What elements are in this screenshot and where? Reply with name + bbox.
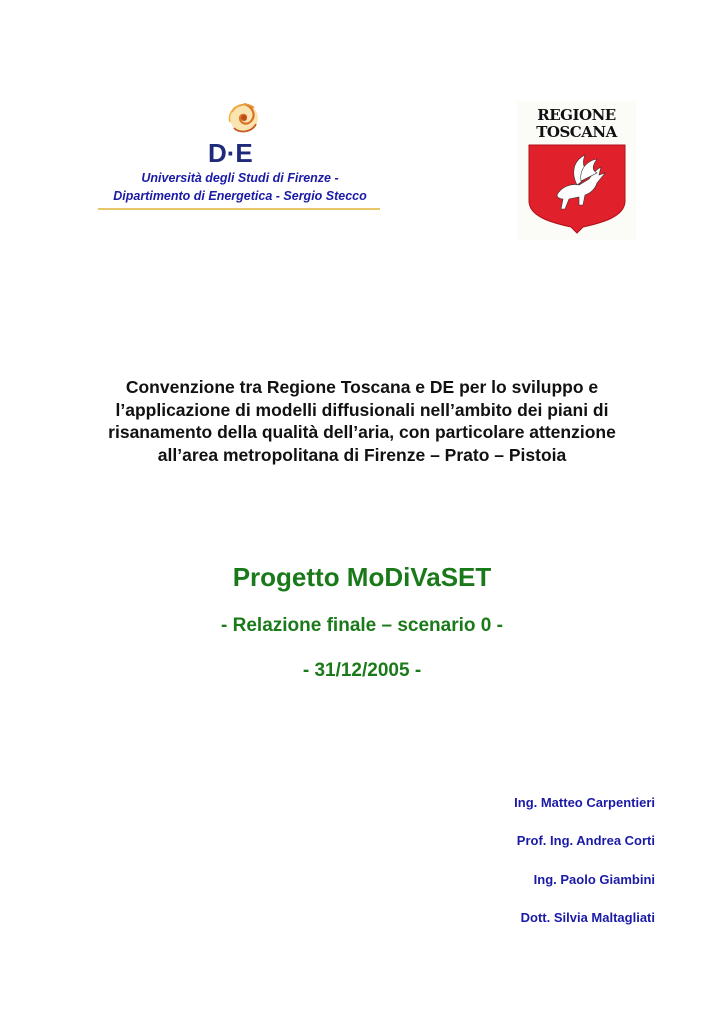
regione-toscana-logo xyxy=(517,101,636,240)
pegasus-shield-icon xyxy=(527,143,627,235)
de-swirl-icon xyxy=(208,98,268,168)
project-subtitle: - Relazione finale – scenario 0 - xyxy=(221,615,503,636)
region-name-line2: TOSCANA xyxy=(536,123,617,141)
author-name: Ing. Paolo Giambini xyxy=(533,872,655,887)
convention-line: Convenzione tra Regione Toscana e DE per lo sviluppo e xyxy=(125,377,599,397)
de-logo xyxy=(208,98,268,168)
project-date: - 31/12/2005 - xyxy=(302,660,422,681)
region-name-line1: REGIONE xyxy=(537,106,616,124)
author-name: Dott. Silvia Maltagliati xyxy=(520,910,655,925)
de-logo-text: D·E xyxy=(208,138,253,168)
department-logo-block xyxy=(90,98,390,218)
convention-description xyxy=(60,376,664,466)
convention-line: risanamento della qualità dell’aria, con particolare attenzione xyxy=(108,422,616,442)
author-name: Prof. Ing. Andrea Corti xyxy=(516,833,655,848)
author-name: Ing. Matteo Carpentieri xyxy=(514,795,655,810)
university-name: Università degli Studi di Firenze - xyxy=(141,171,339,185)
department-underline xyxy=(98,208,380,210)
convention-line: l’applicazione di modelli diffusionali nell’ambito dei piani di xyxy=(115,399,609,420)
convention-line: all’area metropolitana di Firenze – Prato – Pistoia xyxy=(157,444,567,465)
project-title: Progetto MoDiVaSET xyxy=(232,562,492,592)
department-name: Dipartimento di Energetica - Sergio Stecco xyxy=(113,189,367,203)
